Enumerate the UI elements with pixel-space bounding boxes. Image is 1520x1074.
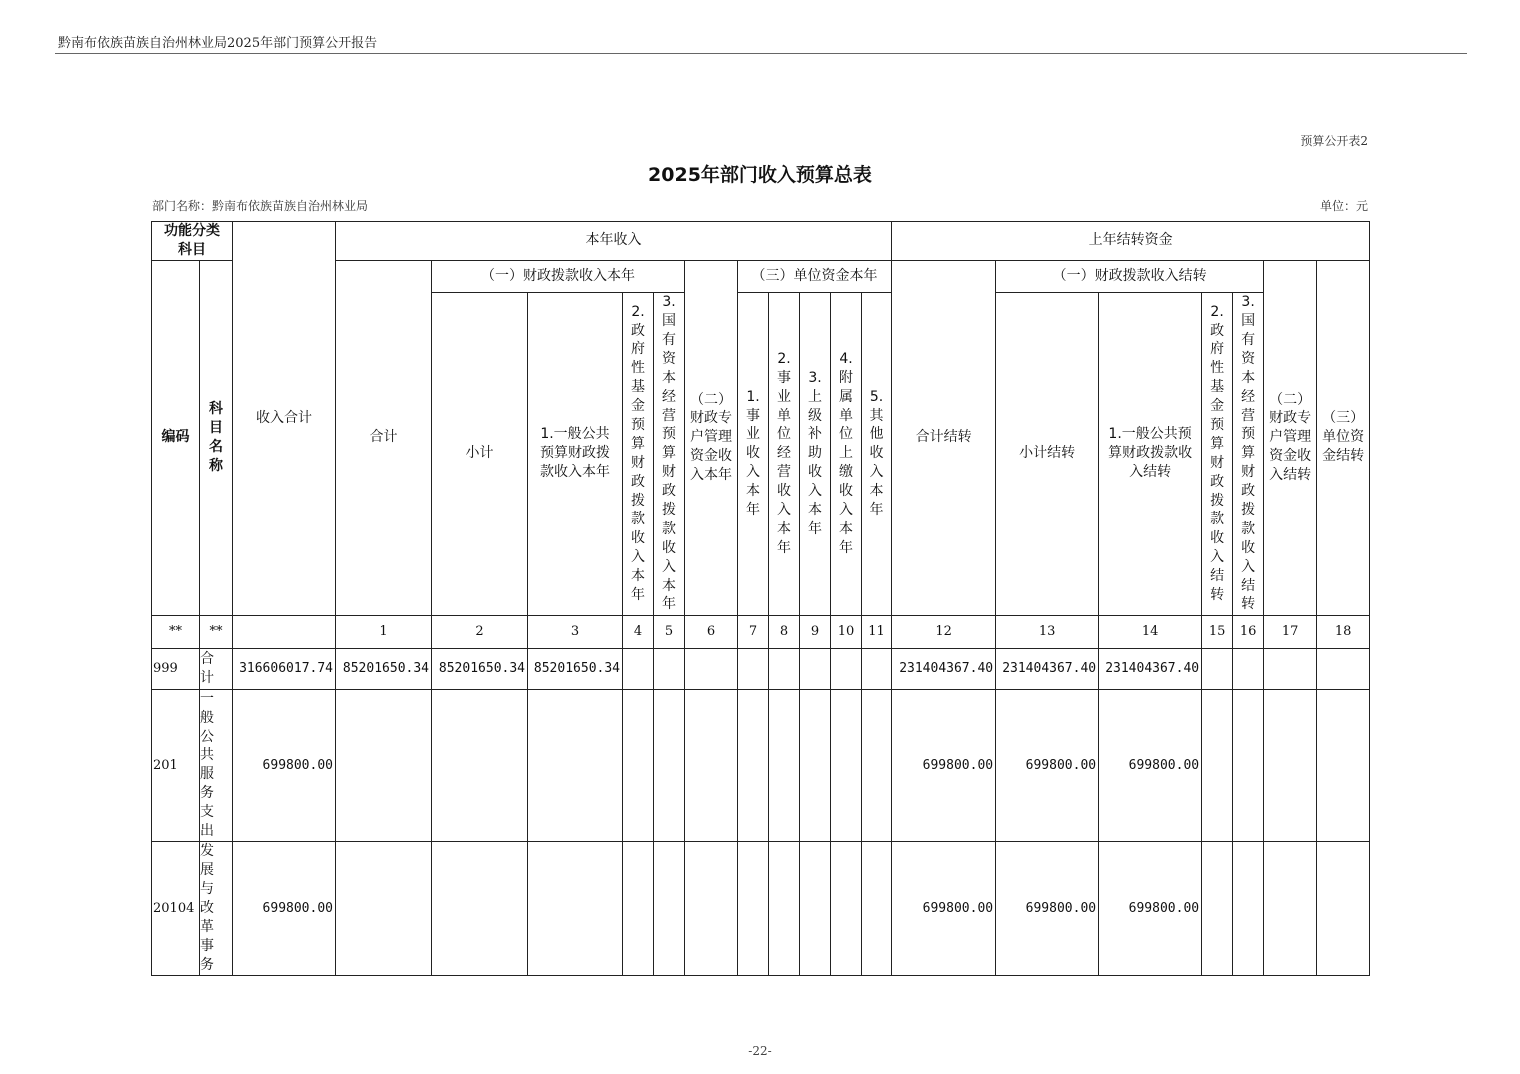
row-code: 20104	[152, 841, 200, 975]
header-general-public: 1.一般公共预算财政拨款收入本年	[528, 292, 623, 615]
table-row	[152, 689, 1370, 841]
index-cell: 2	[432, 615, 528, 648]
header-subtotal-carry: 小计结转	[996, 292, 1099, 615]
row-col-6	[685, 841, 738, 975]
unit-label: 单位：元	[1319, 199, 1368, 213]
table-id-label: 预算公开表2	[1300, 134, 1368, 148]
index-cell: 18	[1317, 615, 1370, 648]
table-title: 2025年部门收入预算总表	[648, 164, 872, 186]
header-divider	[55, 53, 1467, 54]
row-col-6	[685, 689, 738, 841]
row-col-7	[738, 689, 769, 841]
header-gov-fund-carry: 2.政府性基金预算财政拨款收入结转	[1202, 292, 1233, 615]
row-col-14: 231404367.40	[1099, 648, 1202, 689]
row-col-13: 699800.00	[996, 689, 1099, 841]
row-col-3	[528, 841, 623, 975]
row-col-1	[336, 841, 432, 975]
row-col-9	[800, 841, 831, 975]
row-col-16	[1233, 648, 1264, 689]
row-col-5	[654, 648, 685, 689]
header-other-income: 5.其他收入本年	[862, 292, 892, 615]
row-col-2	[432, 689, 528, 841]
row-income-total: 699800.00	[233, 689, 336, 841]
table-row	[152, 841, 1370, 975]
header-fiscal-grant-current: （一）财政拨款收入本年	[432, 260, 685, 292]
row-col-4	[623, 648, 654, 689]
index-cell: 9	[800, 615, 831, 648]
page-number: -22-	[748, 1044, 772, 1058]
row-col-5	[654, 841, 685, 975]
index-cell: 10	[831, 615, 862, 648]
index-cell: 17	[1264, 615, 1317, 648]
row-col-11	[862, 841, 892, 975]
row-col-15	[1202, 841, 1233, 975]
index-cell	[233, 615, 336, 648]
row-code: 999	[152, 648, 200, 689]
row-col-1	[336, 689, 432, 841]
index-cell: 14	[1099, 615, 1202, 648]
index-cell: 4	[623, 615, 654, 648]
row-col-18	[1317, 689, 1370, 841]
header-income-total: 收入合计	[233, 222, 336, 616]
row-col-6	[685, 648, 738, 689]
row-code: 201	[152, 689, 200, 841]
header-special-account-carry: （二）财政专户管理资金收入结转	[1264, 260, 1317, 615]
header-total-carry: 合计结转	[892, 260, 996, 615]
row-col-17	[1264, 689, 1317, 841]
row-col-16	[1233, 841, 1264, 975]
row-col-13: 231404367.40	[996, 648, 1099, 689]
row-income-total: 316606017.74	[233, 648, 336, 689]
index-cell: 15	[1202, 615, 1233, 648]
department-label: 部门名称：黔南布依族苗族自治州林业局	[152, 199, 369, 213]
header-inst-revenue: 1.事业收入本年	[738, 292, 769, 615]
row-col-12: 231404367.40	[892, 648, 996, 689]
row-col-9	[800, 648, 831, 689]
header-unit-funds-carry: （三）单位资金结转	[1317, 260, 1370, 615]
index-cell: **	[200, 615, 233, 648]
row-col-11	[862, 648, 892, 689]
index-cell: 7	[738, 615, 769, 648]
row-col-3	[528, 689, 623, 841]
row-col-2: 85201650.34	[432, 648, 528, 689]
row-col-10	[831, 689, 862, 841]
row-col-10	[831, 648, 862, 689]
header-total: 合计	[336, 260, 432, 615]
row-col-7	[738, 648, 769, 689]
header-subsidy-upper: 3.上级补助收入本年	[800, 292, 831, 615]
header-special-account: （二）财政专户管理资金收入本年	[685, 260, 738, 615]
header-gov-fund: 2.政府性基金预算财政拨款收入本年	[623, 292, 654, 615]
row-col-14: 699800.00	[1099, 689, 1202, 841]
row-name: 一般公共服务支出	[200, 689, 233, 841]
header-general-public-carry: 1.一般公共预算财政拨款收入结转	[1099, 292, 1202, 615]
row-col-9	[800, 689, 831, 841]
row-col-13: 699800.00	[996, 841, 1099, 975]
header-func-class: 功能分类科目	[152, 222, 233, 261]
index-cell: 12	[892, 615, 996, 648]
header-inst-operating: 2.事业单位经营收入本年	[769, 292, 800, 615]
header-affiliated: 4.附属单位上缴收入本年	[831, 292, 862, 615]
row-col-3: 85201650.34	[528, 648, 623, 689]
row-col-8	[769, 689, 800, 841]
row-col-7	[738, 841, 769, 975]
row-col-8	[769, 841, 800, 975]
header-state-capital-carry: 3.国有资本经营预算财政拨款收入结转	[1233, 292, 1264, 615]
header-name: 科目名称	[200, 260, 233, 615]
row-col-11	[862, 689, 892, 841]
table-row	[152, 648, 1370, 689]
row-col-12: 699800.00	[892, 841, 996, 975]
index-cell: 1	[336, 615, 432, 648]
row-col-10	[831, 841, 862, 975]
row-col-15	[1202, 689, 1233, 841]
row-col-5	[654, 689, 685, 841]
header-subtotal: 小计	[432, 292, 528, 615]
index-cell: **	[152, 615, 200, 648]
row-col-18	[1317, 648, 1370, 689]
row-col-16	[1233, 689, 1264, 841]
row-name: 发展与改革事务	[200, 841, 233, 975]
row-col-17	[1264, 648, 1317, 689]
row-col-18	[1317, 841, 1370, 975]
index-cell: 13	[996, 615, 1099, 648]
row-income-total: 699800.00	[233, 841, 336, 975]
index-cell: 8	[769, 615, 800, 648]
header-current-year: 本年收入	[336, 222, 892, 261]
index-cell: 6	[685, 615, 738, 648]
header-code: 编码	[152, 260, 200, 615]
budget-table	[151, 221, 1370, 976]
index-cell: 16	[1233, 615, 1264, 648]
row-name: 合计	[200, 648, 233, 689]
header-unit-funds-current: （三）单位资金本年	[738, 260, 892, 292]
document-header: 黔南布依族苗族自治州林业局2025年部门预算公开报告	[58, 36, 378, 51]
row-col-4	[623, 841, 654, 975]
row-col-8	[769, 648, 800, 689]
header-carryover: 上年结转资金	[892, 222, 1370, 261]
index-cell: 5	[654, 615, 685, 648]
row-col-14: 699800.00	[1099, 841, 1202, 975]
row-col-1: 85201650.34	[336, 648, 432, 689]
row-col-12: 699800.00	[892, 689, 996, 841]
header-state-capital: 3.国有资本经营预算财政拨款收入本年	[654, 292, 685, 615]
row-col-17	[1264, 841, 1317, 975]
index-cell: 3	[528, 615, 623, 648]
index-cell: 11	[862, 615, 892, 648]
header-fiscal-grant-carry: （一）财政拨款收入结转	[996, 260, 1264, 292]
row-col-15	[1202, 648, 1233, 689]
row-col-2	[432, 841, 528, 975]
index-row	[152, 615, 1370, 648]
row-col-4	[623, 689, 654, 841]
